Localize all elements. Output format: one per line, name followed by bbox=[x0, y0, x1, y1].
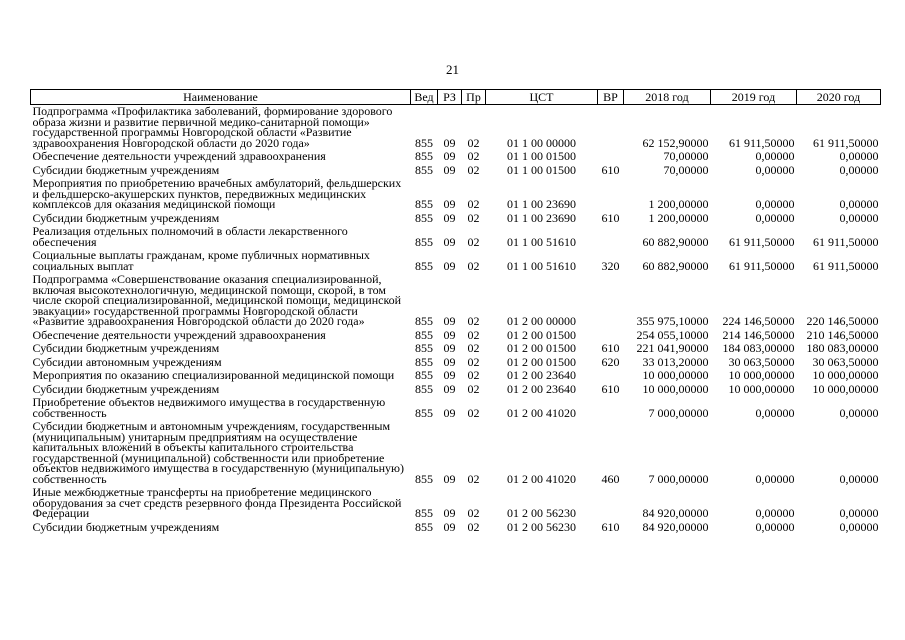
row-rz: 09 bbox=[443, 135, 456, 150]
row-rz: 09 bbox=[443, 405, 456, 420]
row-2019: 184 083,00000 bbox=[722, 341, 795, 355]
row-2019: 61 911,50000 bbox=[728, 234, 795, 249]
row-cst: 01 1 00 23690 bbox=[507, 210, 576, 225]
table-row bbox=[31, 396, 881, 420]
row-rz: 09 bbox=[443, 471, 456, 486]
header-vr: ВР bbox=[598, 90, 624, 105]
row-ved: 855 bbox=[415, 405, 433, 420]
header-cst: ЦСТ bbox=[486, 90, 598, 105]
row-2019: 61 911,50000 bbox=[728, 258, 795, 273]
row-vr bbox=[598, 225, 624, 249]
row-2020: 220 146,50000 bbox=[806, 314, 879, 328]
row-pr: 02 bbox=[467, 471, 480, 486]
row-pr: 02 bbox=[467, 314, 480, 328]
header-pr: Пр bbox=[462, 90, 486, 105]
row-pr: 02 bbox=[467, 368, 480, 382]
table-row bbox=[31, 486, 881, 521]
row-ved: 855 bbox=[415, 519, 433, 534]
row-name: Подпрограмма «Профилактика заболеваний, формирование здорового образа жизни и развитие первичной медико-санитарной помощи» государственной программы Новгородской области «Развитие здравоохранения Новгородской области до 2020 года» bbox=[32, 104, 393, 150]
row-2020: 0,00000 bbox=[839, 210, 879, 225]
row-name: Субсидии бюджетным учреждениям bbox=[32, 519, 220, 534]
row-pr: 02 bbox=[467, 381, 480, 396]
row-cst: 01 1 00 01500 bbox=[507, 149, 576, 163]
row-2019: 30 063,50000 bbox=[728, 354, 795, 369]
row-pr: 02 bbox=[467, 210, 480, 225]
row-ved: 855 bbox=[415, 258, 433, 273]
row-cst: 01 2 00 01500 bbox=[507, 354, 576, 369]
row-pr: 02 bbox=[467, 354, 480, 369]
row-2020: 0,00000 bbox=[839, 197, 879, 211]
row-2020: 10 000,00000 bbox=[812, 368, 879, 382]
row-ved: 855 bbox=[415, 381, 433, 396]
row-pr: 02 bbox=[467, 506, 480, 520]
row-cst: 01 1 00 51610 bbox=[507, 234, 576, 249]
row-cst: 01 1 00 00000 bbox=[507, 135, 576, 150]
row-2019: 224 146,50000 bbox=[722, 314, 795, 328]
row-rz: 09 bbox=[443, 368, 456, 382]
row-2018: 355 975,10000 bbox=[636, 314, 709, 328]
row-2018: 10 000,00000 bbox=[642, 381, 709, 396]
row-vr bbox=[598, 177, 624, 212]
row-2019: 0,00000 bbox=[755, 471, 795, 486]
row-vr bbox=[598, 396, 624, 420]
row-name: Субсидии автономным учреждениям bbox=[32, 354, 222, 369]
row-2019: 0,00000 bbox=[755, 197, 795, 211]
row-2018: 221 041,90000 bbox=[636, 341, 709, 355]
row-name: Подпрограмма «Совершенствование оказания специализированной, включая высокотехнологичную, медицинской помощи, скорой, в том числе скорой специализированной, медицинской помощи, медицинской эвакуации» государственной программы Новгородской области «Развитие здравоохранения Новгородской области до 2020 года» bbox=[32, 272, 402, 328]
row-ved: 855 bbox=[415, 234, 433, 249]
row-2018: 7 000,00000 bbox=[648, 471, 709, 486]
row-rz: 09 bbox=[443, 519, 456, 534]
row-name: Мероприятия по приобретению врачебных амбулаторий, фельдшерских и фельдшерско-акушерских пунктов, передвижных медицинских комплексов для оказания медицинской помощи bbox=[32, 176, 402, 211]
table-row bbox=[31, 356, 881, 370]
row-cst: 01 2 00 23640 bbox=[507, 381, 576, 396]
row-rz: 09 bbox=[443, 197, 456, 211]
row-2018: 1 200,00000 bbox=[648, 210, 709, 225]
table-row bbox=[31, 164, 881, 178]
row-2020: 30 063,50000 bbox=[812, 354, 879, 369]
row-pr: 02 bbox=[467, 519, 480, 534]
header-2020: 2020 год bbox=[797, 90, 881, 105]
row-2019: 0,00000 bbox=[755, 210, 795, 225]
row-2020: 61 911,50000 bbox=[812, 234, 879, 249]
row-name: Субсидии бюджетным учреждениям bbox=[32, 341, 220, 355]
row-ved: 855 bbox=[415, 162, 433, 177]
row-vr bbox=[598, 273, 624, 329]
row-name: Субсидии бюджетным учреждениям bbox=[32, 162, 220, 177]
table-row bbox=[31, 521, 881, 535]
row-pr: 02 bbox=[467, 135, 480, 150]
row-2020: 0,00000 bbox=[839, 519, 879, 534]
row-2018: 60 882,90000 bbox=[642, 258, 709, 273]
page-number: 21 bbox=[446, 62, 459, 77]
row-vr bbox=[598, 150, 624, 164]
row-2020: 0,00000 bbox=[839, 162, 879, 177]
row-name: Обеспечение деятельности учреждений здравоохранения bbox=[32, 327, 326, 342]
row-cst: 01 1 00 01500 bbox=[507, 162, 576, 177]
row-2020: 210 146,50000 bbox=[806, 327, 879, 342]
row-ved: 855 bbox=[415, 197, 433, 211]
row-pr: 02 bbox=[467, 162, 480, 177]
row-vr: 610 bbox=[601, 210, 620, 225]
table-row bbox=[31, 150, 881, 164]
row-ved: 855 bbox=[415, 149, 433, 163]
row-rz: 09 bbox=[443, 506, 456, 520]
table-row bbox=[31, 177, 881, 212]
row-cst: 01 2 00 00000 bbox=[507, 314, 576, 328]
row-cst: 01 1 00 51610 bbox=[507, 258, 576, 273]
row-rz: 09 bbox=[443, 234, 456, 249]
row-name: Субсидии бюджетным учреждениям bbox=[32, 210, 220, 225]
row-cst: 01 2 00 41020 bbox=[507, 405, 576, 420]
row-2018: 7 000,00000 bbox=[648, 405, 709, 420]
row-pr: 02 bbox=[467, 197, 480, 211]
table-row bbox=[31, 420, 881, 486]
row-rz: 09 bbox=[443, 162, 456, 177]
row-vr: 610 bbox=[601, 341, 620, 355]
row-2018: 33 013,20000 bbox=[642, 354, 709, 369]
row-pr: 02 bbox=[467, 149, 480, 163]
row-vr: 610 bbox=[601, 162, 620, 177]
row-2020: 0,00000 bbox=[839, 405, 879, 420]
row-2019: 214 146,50000 bbox=[722, 327, 795, 342]
row-2019: 0,00000 bbox=[755, 506, 795, 520]
row-2019: 61 911,50000 bbox=[728, 135, 795, 150]
row-2019: 0,00000 bbox=[755, 519, 795, 534]
row-ved: 855 bbox=[415, 314, 433, 328]
row-vr bbox=[598, 105, 624, 151]
row-cst: 01 2 00 01500 bbox=[507, 327, 576, 342]
row-2019: 10 000,00000 bbox=[728, 368, 795, 382]
row-2019: 0,00000 bbox=[755, 149, 795, 163]
row-rz: 09 bbox=[443, 314, 456, 328]
row-vr bbox=[598, 486, 624, 521]
row-pr: 02 bbox=[467, 405, 480, 420]
table-row bbox=[31, 225, 881, 249]
row-2019: 0,00000 bbox=[755, 405, 795, 420]
table-row bbox=[31, 342, 881, 356]
row-ved: 855 bbox=[415, 368, 433, 382]
row-pr: 02 bbox=[467, 258, 480, 273]
row-cst: 01 2 00 23640 bbox=[507, 368, 576, 382]
row-ved: 855 bbox=[415, 341, 433, 355]
table-row bbox=[31, 369, 881, 383]
row-name: Социальные выплаты гражданам, кроме публичных нормативных социальных выплат bbox=[32, 248, 370, 273]
row-vr: 610 bbox=[601, 381, 620, 396]
row-cst: 01 2 00 56230 bbox=[507, 519, 576, 534]
row-pr: 02 bbox=[467, 341, 480, 355]
row-2018: 70,00000 bbox=[663, 149, 709, 163]
row-ved: 855 bbox=[415, 354, 433, 369]
table-row bbox=[31, 105, 881, 151]
row-ved: 855 bbox=[415, 471, 433, 486]
row-name: Иные межбюджетные трансферты на приобретение медицинского оборудования за счет средств резервного фонда Президента Российской Федерации bbox=[32, 485, 402, 520]
row-2018: 254 055,10000 bbox=[636, 327, 709, 342]
row-rz: 09 bbox=[443, 149, 456, 163]
row-ved: 855 bbox=[415, 506, 433, 520]
row-2019: 10 000,00000 bbox=[728, 381, 795, 396]
row-2020: 0,00000 bbox=[839, 149, 879, 163]
row-rz: 09 bbox=[443, 381, 456, 396]
table-row bbox=[31, 249, 881, 273]
row-rz: 09 bbox=[443, 327, 456, 342]
row-cst: 01 1 00 23690 bbox=[507, 197, 576, 211]
row-name: Приобретение объектов недвижимого имущества в государственную собственность bbox=[32, 395, 386, 420]
row-2018: 10 000,00000 bbox=[642, 368, 709, 382]
row-pr: 02 bbox=[467, 234, 480, 249]
row-vr bbox=[598, 369, 624, 383]
row-2018: 60 882,90000 bbox=[642, 234, 709, 249]
row-ved: 855 bbox=[415, 327, 433, 342]
table-header-row bbox=[31, 90, 881, 105]
row-2020: 0,00000 bbox=[839, 471, 879, 486]
table-row bbox=[31, 212, 881, 226]
row-2018: 84 920,00000 bbox=[642, 519, 709, 534]
row-2019: 0,00000 bbox=[755, 162, 795, 177]
header-2018: 2018 год bbox=[624, 90, 711, 105]
row-cst: 01 2 00 01500 bbox=[507, 341, 576, 355]
row-2020: 180 083,00000 bbox=[806, 341, 879, 355]
row-2020: 61 911,50000 bbox=[812, 258, 879, 273]
row-2018: 1 200,00000 bbox=[648, 197, 709, 211]
row-rz: 09 bbox=[443, 258, 456, 273]
row-2020: 10 000,00000 bbox=[812, 381, 879, 396]
header-name: Наименование bbox=[31, 90, 411, 105]
row-name: Мероприятия по оказанию специализированной медицинской помощи bbox=[32, 368, 395, 382]
row-vr: 620 bbox=[601, 354, 620, 369]
row-vr: 460 bbox=[601, 471, 620, 486]
row-2018: 84 920,00000 bbox=[642, 506, 709, 520]
row-vr: 320 bbox=[601, 258, 620, 273]
row-rz: 09 bbox=[443, 210, 456, 225]
row-name: Обеспечение деятельности учреждений здравоохранения bbox=[32, 149, 326, 163]
row-name: Реализация отдельных полномочий в области лекарственного обеспечения bbox=[32, 224, 348, 249]
table-row bbox=[31, 329, 881, 343]
row-2020: 0,00000 bbox=[839, 506, 879, 520]
row-name: Субсидии бюджетным учреждениям bbox=[32, 381, 220, 396]
row-vr bbox=[598, 329, 624, 343]
row-rz: 09 bbox=[443, 341, 456, 355]
row-name: Субсидии бюджетным и автономным учреждениям, государственным (муниципальным) унитарным предприятиям на осуществление капитальных вложений в объекты капитального строительства государственной (муниципальной) собственности или приобретение объектов недвижимого имущества в государственную (муниципальную) собственность bbox=[32, 419, 404, 486]
table-row bbox=[31, 383, 881, 397]
row-ved: 855 bbox=[415, 210, 433, 225]
header-rz: РЗ bbox=[438, 90, 462, 105]
table-row bbox=[31, 273, 881, 329]
row-vr: 610 bbox=[601, 519, 620, 534]
row-2018: 70,00000 bbox=[663, 162, 709, 177]
row-cst: 01 2 00 56230 bbox=[507, 506, 576, 520]
row-pr: 02 bbox=[467, 327, 480, 342]
header-2019: 2019 год bbox=[711, 90, 797, 105]
row-cst: 01 2 00 41020 bbox=[507, 471, 576, 486]
row-2020: 61 911,50000 bbox=[812, 135, 879, 150]
row-2018: 62 152,90000 bbox=[642, 135, 709, 150]
budget-table bbox=[30, 89, 881, 534]
header-ved: Вед bbox=[411, 90, 438, 105]
row-ved: 855 bbox=[415, 135, 433, 150]
row-rz: 09 bbox=[443, 354, 456, 369]
